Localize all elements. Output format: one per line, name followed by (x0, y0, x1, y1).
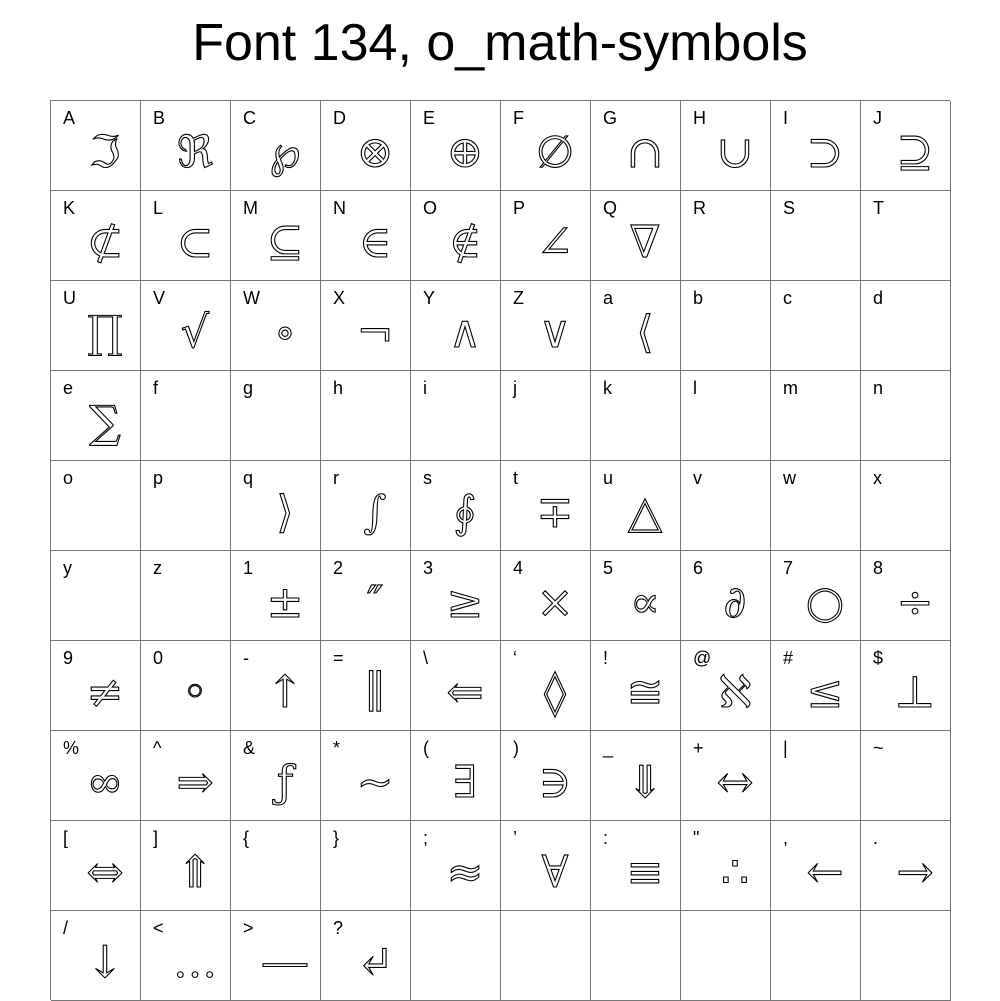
square-root-icon: √ (180, 307, 210, 358)
angle-icon: ∠ (536, 217, 574, 268)
glyph-cell (681, 641, 771, 731)
glyph-key-label: 1 (243, 558, 254, 578)
glyph-key-label: } (333, 828, 340, 848)
glyph-cell (411, 191, 501, 281)
glyph-key-label: P (513, 198, 526, 218)
glyph-cell (681, 731, 771, 821)
glyph-key-label: p (153, 468, 164, 488)
glyph-cell (861, 101, 951, 191)
double-prime-icon: ″ (366, 577, 384, 628)
minus-plus-icon: ∓ (536, 487, 574, 538)
glyph-cell (771, 191, 861, 281)
glyph-cell (411, 551, 501, 641)
glyph-cell (591, 281, 681, 371)
glyph-key-label: m (783, 378, 798, 398)
glyph-key-label: ! (603, 648, 609, 668)
summation-icon: ∑ (89, 397, 121, 448)
glyph-key-label: j (513, 378, 517, 398)
glyph-cell (321, 191, 411, 281)
glyph-key-label: E (423, 108, 436, 128)
glyph-cell (141, 731, 231, 821)
glyph-key-label: [ (63, 828, 69, 848)
glyph-cell (411, 821, 501, 911)
multiplication-icon: × (536, 577, 574, 628)
triangle-icon: △ (628, 487, 662, 538)
glyph-key-label: 4 (513, 558, 524, 578)
left-angle-bracket-icon: ⟨ (636, 307, 654, 358)
circle-icon: ○ (805, 577, 845, 628)
glyph-cell (231, 461, 321, 551)
glyph-key-label: J (873, 108, 882, 128)
fraktur-R-icon: ℜ (177, 127, 213, 178)
glyph-cell (141, 191, 231, 281)
glyph-key-label: g (243, 378, 254, 398)
glyph-key-label: 8 (873, 558, 884, 578)
glyph-cell (51, 641, 141, 731)
not-subset-icon: ⊄ (86, 217, 124, 268)
glyph-cell (591, 371, 681, 461)
not-sign-icon: ¬ (356, 307, 394, 358)
glyph-grid (50, 100, 950, 1000)
glyph-cell (51, 191, 141, 281)
superset-equal-icon: ⊇ (896, 127, 934, 178)
for-all-icon: ∀ (541, 847, 569, 898)
glyph-cell (231, 731, 321, 821)
left-double-arrow-icon: ⇐ (446, 667, 484, 718)
left-right-double-arrow-icon: ⇔ (86, 847, 124, 898)
glyph-key-label: k (603, 378, 612, 398)
glyph-cell (861, 281, 951, 371)
glyph-key-label: > (243, 918, 254, 938)
page-title: Font 134, o_math-symbols (192, 14, 808, 72)
glyph-key-label: y (63, 558, 72, 578)
glyph-cell (591, 461, 681, 551)
glyph-cell (51, 371, 141, 461)
approximately-equal-icon: ≅ (626, 667, 664, 718)
glyph-cell (771, 641, 861, 731)
glyph-cell (501, 911, 591, 1001)
glyph-cell (141, 911, 231, 1001)
glyph-key-label: ( (423, 738, 429, 758)
glyph-key-label: z (153, 558, 162, 578)
product-icon: ∏ (87, 307, 123, 358)
aleph-icon: ℵ (718, 667, 752, 718)
glyph-cell (141, 101, 231, 191)
glyph-key-label: v (693, 468, 702, 488)
glyph-key-label: s (423, 468, 432, 488)
glyph-cell (771, 821, 861, 911)
glyph-key-label: * (333, 738, 341, 758)
glyph-key-label: O (423, 198, 438, 218)
parallel-icon: ∥ (364, 667, 386, 718)
perpendicular-icon: ⊥ (894, 667, 936, 718)
glyph-key-label: / (63, 918, 69, 938)
glyph-key-label: | (783, 738, 788, 758)
glyph-key-label: C (243, 108, 256, 128)
glyph-key-label: $ (873, 648, 884, 668)
infinity-icon: ∞ (86, 757, 124, 808)
logical-and-icon: ∧ (448, 307, 482, 358)
glyph-key-label: w (783, 468, 796, 488)
glyph-cell (861, 731, 951, 821)
glyph-key-label: + (693, 738, 704, 758)
glyph-cell (591, 911, 681, 1001)
less-equal-icon: ≤ (806, 667, 844, 718)
glyph-key-label: e (63, 378, 74, 398)
right-double-arrow-icon: ⇒ (176, 757, 214, 808)
greater-equal-icon: ≥ (446, 577, 484, 628)
glyph-cell (231, 641, 321, 731)
glyph-key-label: ^ (153, 738, 162, 758)
glyph-key-label: f (153, 378, 159, 398)
partial-derivative-icon: ∂ (723, 577, 747, 628)
glyph-key-label: - (243, 648, 249, 668)
fraktur-I-icon: ℑ (89, 127, 121, 178)
glyph-key-label: \ (423, 648, 429, 668)
empty-set-icon: ∅ (535, 127, 575, 178)
plus-minus-icon: ± (266, 577, 304, 628)
glyph-key-label: , (783, 828, 789, 848)
glyph-key-label: 7 (783, 558, 794, 578)
glyph-key-label: q (243, 468, 254, 488)
glyph-cell (681, 371, 771, 461)
glyph-cell (141, 641, 231, 731)
glyph-key-label: 0 (153, 648, 164, 668)
glyph-cell (681, 551, 771, 641)
glyph-key-label: L (153, 198, 164, 218)
glyph-key-label: V (153, 288, 166, 308)
glyph-cell (861, 641, 951, 731)
glyph-cell (321, 371, 411, 461)
glyph-cell (501, 191, 591, 281)
glyph-key-label: # (783, 648, 794, 668)
subset-equal-icon: ⊆ (266, 217, 304, 268)
glyph-cell (501, 551, 591, 641)
glyph-key-label: _ (603, 738, 614, 758)
glyph-key-label: M (243, 198, 258, 218)
glyph-key-label: n (873, 378, 884, 398)
glyph-key-label: 3 (423, 558, 434, 578)
glyph-cell (501, 461, 591, 551)
glyph-cell (861, 461, 951, 551)
glyph-key-label: D (333, 108, 346, 128)
glyph-cell (321, 551, 411, 641)
glyph-cell (141, 551, 231, 641)
glyph-key-label: ? (333, 918, 344, 938)
glyph-key-label: " (693, 828, 700, 848)
glyph-key-label: d (873, 288, 884, 308)
up-arrow-icon: ↑ (266, 667, 304, 718)
glyph-cell (411, 371, 501, 461)
glyph-key-label: ; (423, 828, 429, 848)
glyph-key-label: ~ (873, 738, 884, 758)
contour-integral-icon: ∮ (453, 487, 477, 538)
not-element-of-icon: ∉ (448, 217, 482, 268)
glyph-key-label: < (153, 918, 164, 938)
glyph-cell (231, 911, 321, 1001)
right-arrow-icon: → (896, 847, 934, 898)
subset-icon: ⊂ (176, 217, 214, 268)
glyph-cell (231, 101, 321, 191)
glyph-key-label: 6 (693, 558, 704, 578)
glyph-cell (231, 191, 321, 281)
glyph-cell (231, 371, 321, 461)
glyph-cell (861, 821, 951, 911)
glyph-cell (861, 551, 951, 641)
glyph-key-label: I (783, 108, 789, 128)
glyph-cell (321, 641, 411, 731)
glyph-key-label: W (243, 288, 260, 308)
glyph-cell (861, 191, 951, 281)
glyph-cell (681, 101, 771, 191)
glyph-key-label: 5 (603, 558, 614, 578)
glyph-cell (51, 461, 141, 551)
glyph-cell (591, 731, 681, 821)
glyph-cell (771, 101, 861, 191)
proportional-icon: ∝ (630, 577, 660, 628)
glyph-key-label: ] (153, 828, 159, 848)
intersection-icon: ∩ (626, 127, 664, 178)
horizontal-bar-icon: ― (263, 937, 307, 988)
glyph-key-label: b (693, 288, 704, 308)
glyph-cell (411, 461, 501, 551)
glyph-key-label: & (243, 738, 256, 758)
glyph-cell (411, 641, 501, 731)
glyph-cell (681, 461, 771, 551)
glyph-cell (141, 461, 231, 551)
glyph-cell (771, 731, 861, 821)
glyph-cell (51, 551, 141, 641)
glyph-cell (771, 461, 861, 551)
glyph-key-label: 9 (63, 648, 74, 668)
glyph-key-label: Y (423, 288, 436, 308)
glyph-cell (411, 911, 501, 1001)
glyph-key-label: : (603, 828, 609, 848)
glyph-cell (501, 731, 591, 821)
glyph-cell (501, 371, 591, 461)
almost-equal-icon: ≈ (446, 847, 484, 898)
glyph-key-label: ’ (513, 828, 517, 848)
element-of-icon: ∈ (358, 217, 392, 268)
ellipsis-icon: … (173, 937, 217, 988)
glyph-cell (321, 821, 411, 911)
glyph-key-label: i (423, 378, 427, 398)
diamond-icon: ◊ (544, 667, 566, 718)
glyph-key-label: K (63, 198, 76, 218)
glyph-key-label: . (873, 828, 879, 848)
glyph-cell (591, 191, 681, 281)
glyph-cell (141, 281, 231, 371)
glyph-key-label: a (603, 288, 614, 308)
glyph-cell (861, 911, 951, 1001)
glyph-key-label: S (783, 198, 796, 218)
glyph-key-label: h (333, 378, 344, 398)
glyph-key-label: B (153, 108, 166, 128)
glyph-key-label: l (693, 378, 697, 398)
glyph-key-label: { (243, 828, 250, 848)
left-arrow-icon: ← (806, 847, 844, 898)
circled-times-icon: ⊗ (356, 127, 394, 178)
therefore-icon: ∴ (721, 847, 749, 898)
glyph-cell (231, 551, 321, 641)
down-arrow-icon: ↓ (86, 937, 124, 988)
dot-operator-icon: ∘ (274, 307, 296, 358)
glyph-key-label: A (63, 108, 76, 128)
glyph-cell (141, 821, 231, 911)
identical-to-icon: ≡ (626, 847, 664, 898)
glyph-cell (141, 371, 231, 461)
there-exists-icon: ∃ (453, 757, 477, 808)
glyph-cell (321, 101, 411, 191)
glyph-cell (51, 281, 141, 371)
glyph-key-label: F (513, 108, 524, 128)
glyph-cell (411, 731, 501, 821)
glyph-key-label: T (873, 198, 884, 218)
glyph-cell (591, 101, 681, 191)
glyph-key-label: G (603, 108, 618, 128)
glyph-cell (681, 911, 771, 1001)
glyph-cell (231, 821, 321, 911)
glyph-cell (591, 821, 681, 911)
glyph-cell (771, 371, 861, 461)
glyph-key-label: Q (603, 198, 618, 218)
right-angle-bracket-icon: ⟩ (276, 487, 294, 538)
circled-plus-icon: ⊕ (446, 127, 484, 178)
left-right-arrow-icon: ↔ (716, 757, 754, 808)
glyph-cell (51, 101, 141, 191)
glyph-key-label: R (693, 198, 706, 218)
glyph-cell (681, 821, 771, 911)
glyph-cell (321, 911, 411, 1001)
glyph-cell (681, 191, 771, 281)
nabla-icon: ∇ (629, 217, 661, 268)
glyph-key-label: u (603, 468, 614, 488)
union-icon: ∪ (716, 127, 754, 178)
glyph-key-label: = (333, 648, 344, 668)
glyph-cell (321, 731, 411, 821)
glyph-cell (411, 281, 501, 371)
glyph-key-label: ) (513, 738, 519, 758)
function-icon: ƒ (276, 757, 294, 808)
glyph-key-label: r (333, 468, 339, 488)
glyph-key-label: U (63, 288, 76, 308)
glyph-key-label: H (693, 108, 706, 128)
glyph-cell (501, 641, 591, 731)
glyph-cell (861, 371, 951, 461)
glyph-cell (771, 911, 861, 1001)
tilde-operator-icon: ∼ (356, 757, 394, 808)
glyph-key-label: X (333, 288, 346, 308)
glyph-cell (321, 281, 411, 371)
glyph-cell (771, 551, 861, 641)
glyph-cell (501, 101, 591, 191)
glyph-cell (321, 461, 411, 551)
glyph-key-label: x (873, 468, 882, 488)
glyph-key-label: @ (693, 648, 712, 668)
glyph-key-label: Z (513, 288, 524, 308)
logical-or-icon: ∨ (538, 307, 572, 358)
integral-icon: ∫ (363, 487, 387, 538)
glyph-cell (51, 911, 141, 1001)
glyph-key-label: % (63, 738, 80, 758)
contains-as-member-icon: ∋ (538, 757, 572, 808)
up-double-arrow-icon: ⇑ (176, 847, 214, 898)
glyph-key-label: o (63, 468, 74, 488)
down-double-arrow-icon: ⇓ (626, 757, 664, 808)
division-icon: ÷ (896, 577, 934, 628)
glyph-cell (591, 551, 681, 641)
degree-ring-icon: ◦ (182, 667, 208, 718)
glyph-key-label: 2 (333, 558, 344, 578)
glyph-key-label: t (513, 468, 519, 488)
glyph-cell (51, 731, 141, 821)
glyph-key-label: c (783, 288, 792, 308)
superset-icon: ⊃ (806, 127, 844, 178)
glyph-cell (51, 821, 141, 911)
carriage-return-icon: ↵ (356, 937, 394, 988)
not-equal-icon: ≠ (86, 667, 124, 718)
glyph-cell (501, 821, 591, 911)
glyph-cell (501, 281, 591, 371)
glyph-key-label: ‘ (513, 648, 517, 668)
glyph-key-label: N (333, 198, 346, 218)
weierstrass-p-icon: ℘ (269, 127, 301, 178)
glyph-cell (411, 101, 501, 191)
glyph-cell (591, 641, 681, 731)
glyph-cell (231, 281, 321, 371)
glyph-cell (681, 281, 771, 371)
glyph-cell (771, 281, 861, 371)
